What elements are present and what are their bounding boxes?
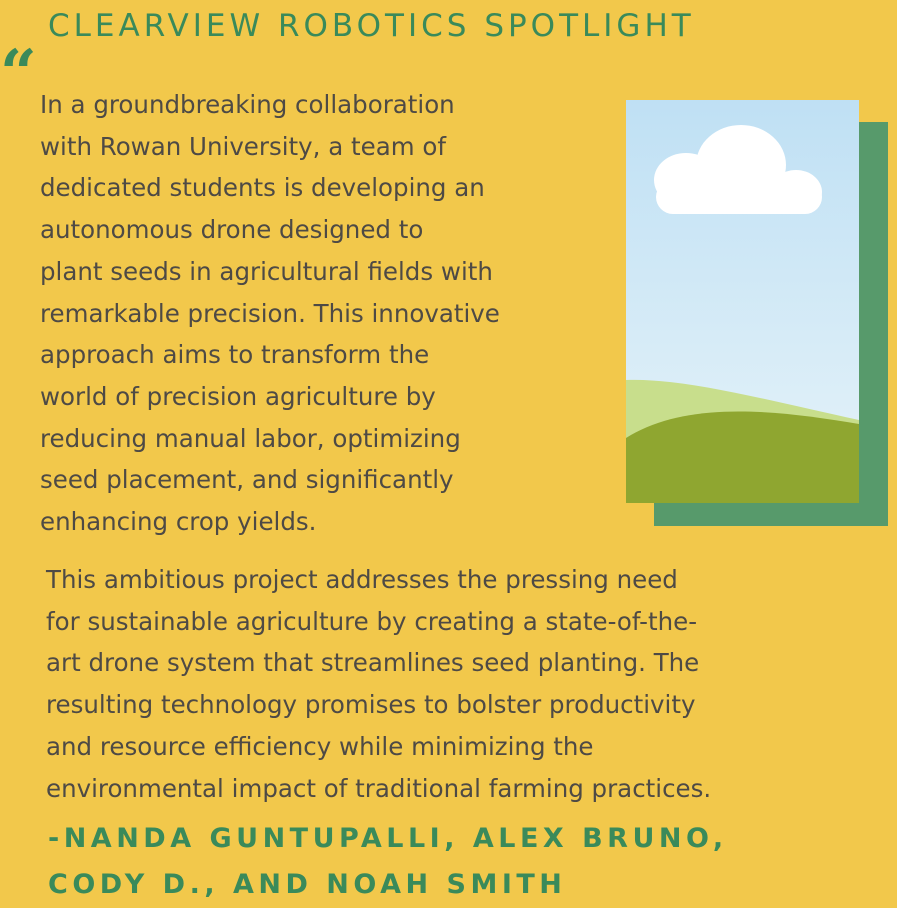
intro-line: In a groundbreaking collaboration: [40, 90, 455, 119]
spotlight-title: CLEARVIEW ROBOTICS SPOTLIGHT: [48, 8, 695, 44]
author-byline: [48, 816, 728, 908]
quote-open-icon: “: [0, 36, 37, 111]
landscape-illustration: [626, 100, 859, 503]
project-line: This ambitious project addresses the pressing need: [46, 565, 678, 594]
intro-line: approach aims to transform the: [40, 340, 430, 370]
project-line: art drone system that streamlines seed planting. The: [46, 648, 700, 678]
intro-line: dedicated students is developing an: [40, 173, 485, 203]
project-line: resulting technology promises to bolster productivity: [46, 690, 696, 720]
project-line: for sustainable agriculture by creating a state-of-the-: [46, 606, 698, 636]
byline-line: CODY D., AND NOAH SMITH: [48, 869, 567, 900]
intro-line: world of precision agriculture by: [40, 381, 436, 411]
intro-line: autonomous drone designed to: [40, 215, 424, 245]
intro-line: seed placement, and significantly: [40, 465, 454, 495]
intro-paragraph: [40, 84, 500, 543]
intro-line: remarkable precision. This innovative: [40, 298, 500, 328]
project-paragraph: [46, 559, 711, 809]
intro-line: reducing manual labor, optimizing: [40, 423, 461, 453]
intro-line: plant seeds in agricultural fields with: [40, 256, 493, 286]
dark-hill: [626, 411, 859, 503]
intro-line: with Rowan University, a team of: [40, 131, 446, 161]
intro-line: enhancing crop yields.: [40, 507, 317, 537]
byline-line: -NANDA GUNTUPALLI, ALEX BRUNO,: [48, 823, 728, 854]
project-line: and resource efficiency while minimizing the: [46, 731, 594, 761]
project-line: environmental impact of traditional farming practices.: [46, 773, 712, 803]
